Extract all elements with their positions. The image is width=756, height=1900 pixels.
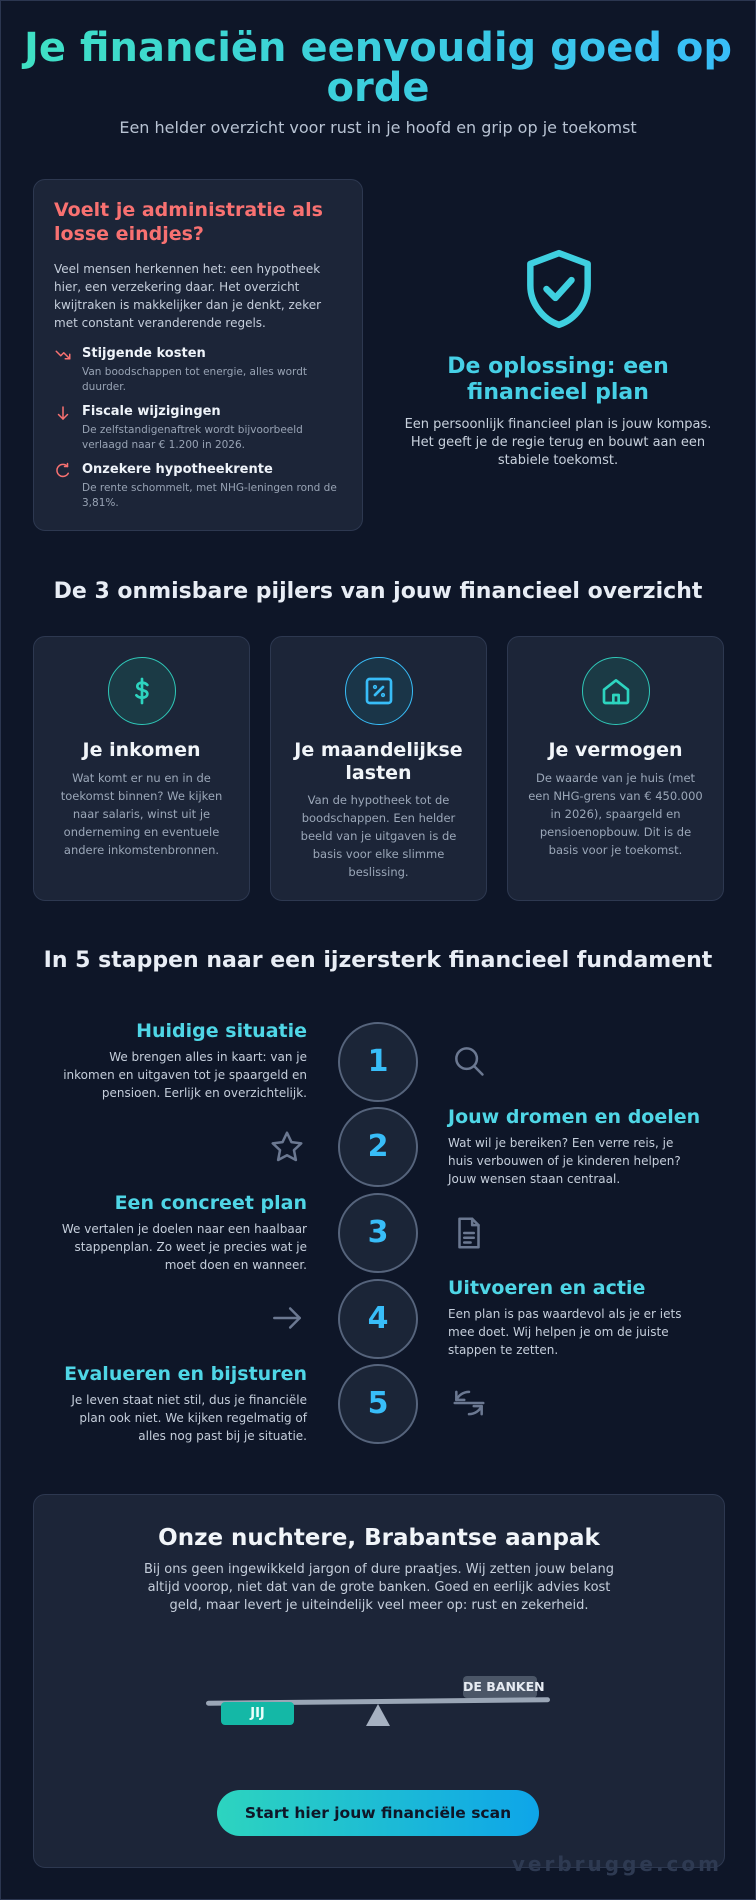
- problem-item-title: Onzekere hypotheekrente: [82, 462, 273, 477]
- step-number-1: 1: [338, 1022, 418, 1102]
- approach-card: [33, 1494, 725, 1868]
- pillar-desc: Van de hypotheek tot de boodschappen. Een helder beeld van je uitgaven is de basis voor elke slimme beslissing.: [300, 793, 457, 879]
- step-desc: Je leven staat niet stil, dus je financiële plan ook niet. We kijken regelmatig of alles nog past bij je situatie.: [71, 1393, 307, 1443]
- shield-check-icon: [516, 246, 602, 332]
- step-title: Uitvoeren en actie: [448, 1277, 646, 1299]
- step-title: Een concreet plan: [114, 1192, 307, 1214]
- arrow-down-icon: [54, 404, 72, 422]
- step-desc: We vertalen je doelen naar een haalbaar stappenplan. Zo weet je precies wat je moet doen en wanneer.: [61, 1222, 307, 1272]
- search-icon: [450, 1042, 488, 1080]
- step-number-5: 5: [338, 1364, 418, 1444]
- you-label: JIJ: [221, 1702, 294, 1725]
- arrow-right-icon: [268, 1299, 306, 1337]
- pillar-card-income: [33, 636, 250, 901]
- pillar-title: Je vermogen: [548, 739, 683, 761]
- star-icon: [268, 1128, 306, 1166]
- watermark: verbrugge.com: [511, 1852, 722, 1876]
- problem-item-desc: De zelfstandigenaftrek wordt bijvoorbeeld verlaagd naar € 1.200 in 2026.: [82, 424, 303, 451]
- percent-icon: [345, 657, 413, 725]
- steps-heading: In 5 stappen naar een ijzersterk financieel fundament: [43, 948, 713, 973]
- problem-title: Voelt je administratie als losse eindjes?: [54, 199, 323, 245]
- balance-fulcrum-icon: [366, 1704, 390, 1726]
- problem-intro: Veel mensen herkennen het: een hypotheek hier, een verzekering daar. Het overzicht kwijtraken is makkelijker dan je denkt, zeker met constant veranderende regels.: [54, 262, 322, 330]
- pillar-desc: De waarde van je huis (met een NHG-grens van € 450.000 in 2026), spaargeld en pensioenopbouw. Dit is de basis voor je toekomst.: [528, 771, 703, 857]
- step-title: Huidige situatie: [136, 1020, 307, 1042]
- pillar-title: Je maandelijkse lasten: [294, 739, 463, 784]
- banks-label: DE BANKEN: [463, 1676, 537, 1698]
- problem-item-desc: Van boodschappen tot energie, alles wordt duurder.: [82, 366, 307, 393]
- start-scan-button[interactable]: Start hier jouw financiële scan: [217, 1790, 539, 1836]
- problem-item-title: Stijgende kosten: [82, 346, 206, 361]
- step-desc: Een plan is pas waardevol als je er iets mee doet. Wij helpen je om de juiste stappen te zetten.: [448, 1307, 682, 1357]
- refresh-icon: [54, 462, 72, 480]
- document-icon: [450, 1214, 488, 1252]
- step-number-3: 3: [338, 1193, 418, 1273]
- approach-desc: Bij ons geen ingewikkeld jargon of dure praatjes. Wij zetten jouw belang altijd voorop, niet dat van de grote banken. Goed en eerlijk advies kost geld, maar levert je uiteindelijk veel meer op: rust en zekerheid.: [143, 1562, 614, 1613]
- step-desc: Wat wil je bereiken? Een verre reis, je huis verbouwen of je kinderen helpen? Jouw wensen staan centraal.: [448, 1136, 681, 1186]
- solution-title: De oplossing: een financieel plan: [447, 354, 669, 405]
- step-title: Evalueren en bijsturen: [64, 1363, 307, 1385]
- step-desc: We brengen alles in kaart: van je inkomen en uitgaven tot je spaargeld en pensioen. Eerlijk en overzichtelijk.: [63, 1050, 307, 1100]
- trending-down-icon: [54, 346, 72, 364]
- pillar-title: Je inkomen: [82, 739, 201, 761]
- step-number-4: 4: [338, 1279, 418, 1359]
- pillar-card-assets: [507, 636, 724, 901]
- solution-desc: Een persoonlijk financieel plan is jouw kompas. Het geeft je de regie terug en bouwt aan een stabiele toekomst.: [404, 417, 712, 468]
- pillars-heading: De 3 onmisbare pijlers van jouw financieel overzicht: [53, 579, 703, 604]
- dollar-icon: [108, 657, 176, 725]
- problem-item-desc: De rente schommelt, met NHG-leningen rond de 3,81%.: [82, 482, 337, 509]
- step-title: Jouw dromen en doelen: [448, 1106, 701, 1128]
- page-subtitle: Een helder overzicht voor rust in je hoofd en grip op je toekomst: [119, 118, 637, 137]
- pillar-desc: Wat komt er nu en in de toekomst binnen? We kijken naar salaris, winst uit je onderneming en eventuele andere inkomstenbronnen.: [60, 771, 223, 857]
- cycle-icon: [450, 1384, 488, 1422]
- problem-item-title: Fiscale wijzigingen: [82, 404, 221, 419]
- home-icon: [582, 657, 650, 725]
- approach-title: Onze nuchtere, Brabantse aanpak: [158, 1525, 600, 1551]
- problem-card: [33, 179, 363, 531]
- page-title: Je financiën eenvoudig goed op orde: [20, 28, 736, 108]
- pillar-card-expenses: [270, 636, 487, 901]
- step-number-2: 2: [338, 1107, 418, 1187]
